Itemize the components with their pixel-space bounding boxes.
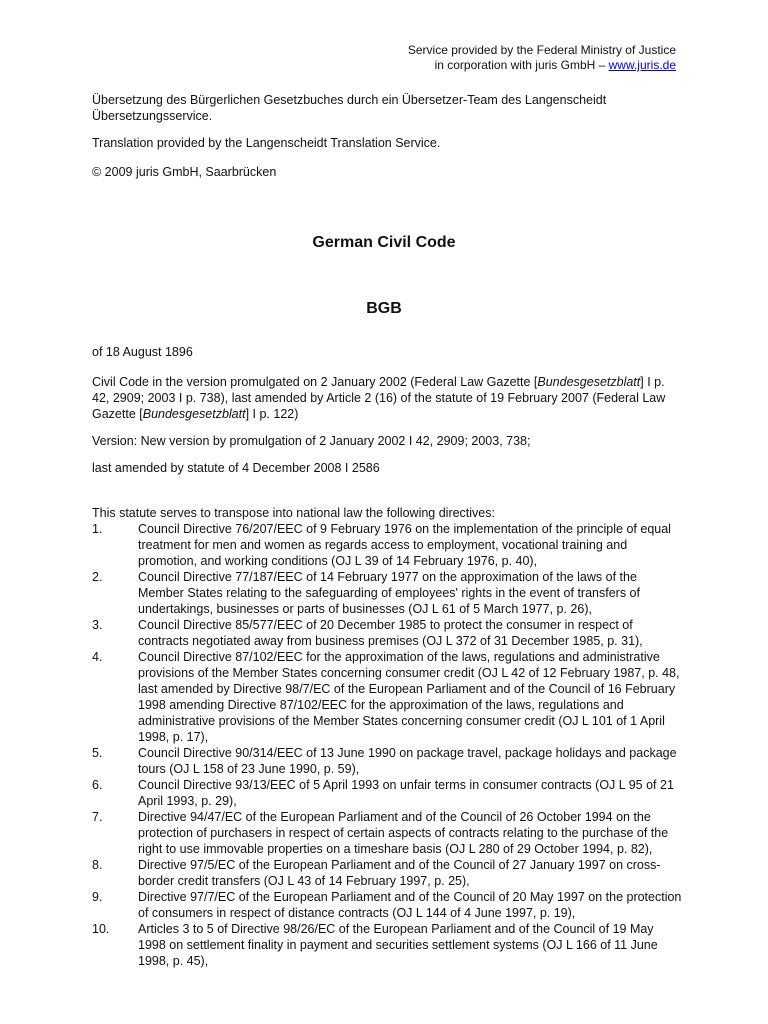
item-number: 10. (92, 922, 110, 936)
list-item (92, 857, 682, 889)
gazette-name-2: Bundesgesetzblatt (142, 407, 246, 421)
item-text: Directive 94/47/EC of the European Parliament and of the Council of 26 October 1994 on the protection of purchasers in respect of certain aspects of contracts relating to the purchase of the right to use immovable properties on a timeshare basis (OJ L 280 of 29 October 1994, p. 82), (138, 810, 669, 856)
item-number: 9. (92, 890, 103, 904)
item-number: 2. (92, 570, 103, 584)
corporation-text: in corporation with juris GmbH – (434, 58, 609, 72)
document-abbreviation: BGB (366, 300, 402, 317)
version-text-1: Civil Code in the version promulgated on 2 January 2002 (Federal Law Gazette [ (92, 375, 538, 389)
list-item (92, 777, 682, 809)
version-text-3: ] I p. 122) (245, 407, 299, 421)
list-item (92, 809, 682, 857)
german-note: Übersetzung des Bürgerlichen Gesetzbuches durch ein Übersetzer-Team des Langenscheidt Übersetzungsservice. (92, 93, 607, 123)
item-number: 5. (92, 746, 103, 760)
directives-list (92, 521, 682, 969)
list-item (92, 921, 682, 969)
directives-intro: This statute serves to transpose into national law the following directives: (92, 506, 495, 520)
enactment-date: of 18 August 1896 (92, 345, 193, 359)
service-line: Service provided by the Federal Ministry of Justice (407, 43, 676, 57)
copyright-note: © 2009 juris GmbH, Saarbrücken (92, 165, 277, 179)
item-text: Council Directive 77/187/EEC of 14 February 1977 on the approximation of the laws of the Member States relating to the safeguarding of employees' rights in the event of transfers of undertakings, businesses or parts of businesses (OJ L 61 of 5 March 1977, p. 26), (138, 570, 640, 616)
list-item (92, 521, 682, 569)
item-text: Council Directive 85/577/EEC of 20 December 1985 to protect the consumer in respect of contracts negotiated away from business premises (OJ L 372 of 31 December 1985, p. 31), (138, 618, 643, 648)
list-item (92, 889, 682, 921)
version-line: Version: New version by promulgation of 2 January 2002 I 42, 2909; 2003, 738; (92, 434, 531, 448)
item-text: Directive 97/5/EC of the European Parliament and of the Council of 27 January 1997 on cross-border credit transfers (OJ L 43 of 14 February 1997, p. 25), (138, 858, 661, 888)
item-text: Council Directive 76/207/EEC of 9 February 1976 on the implementation of the principle of equal treatment for men and women as regards access to employment, vocational training and promotion, and working conditions (OJ L 39 of 14 February 1976, p. 40), (138, 522, 671, 568)
gazette-name-1: Bundesgesetzblatt (537, 375, 641, 389)
item-number: 1. (92, 522, 103, 536)
item-number: 6. (92, 778, 103, 792)
item-number: 3. (92, 618, 103, 632)
list-item (92, 745, 682, 777)
amended-line: last amended by statute of 4 December 2008 I 2586 (92, 461, 380, 475)
item-text: Council Directive 93/13/EEC of 5 April 1993 on unfair terms in consumer contracts (OJ L 95 of 21 April 1993, p. 29), (138, 778, 674, 808)
item-number: 4. (92, 650, 103, 664)
document-title: German Civil Code (312, 234, 456, 251)
version-paragraph (92, 374, 682, 422)
version-text-2: ] I p. 42, 2909; 2003 I p. 738), last amended by Article 2 (16) of the statute of 19 February 2007 (Federal Law Gazette [ (92, 375, 666, 421)
item-text: Council Directive 90/314/EEC of 13 June 1990 on package travel, package holidays and package tours (OJ L 158 of 23 June 1990, p. 59), (138, 746, 677, 776)
translation-note: Translation provided by the Langenscheidt Translation Service. (92, 136, 441, 150)
list-item (92, 649, 682, 745)
list-item (92, 617, 682, 649)
item-number: 7. (92, 810, 103, 824)
item-number: 8. (92, 858, 103, 872)
item-text: Council Directive 87/102/EEC for the approximation of the laws, regulations and administrative provisions of the Member States concerning consumer credit (OJ L 42 of 12 February 1987, p. 48, last amended by Directive 98/7/EC of the European Parliament and of the Council of 16 February 1998 amending Directive 87/102/EEC for the approximation of the laws, regulations and administrative provisions of the Member States concerning consumer credit (OJ L 101 of 1 April 1998, p. 17), (138, 650, 680, 744)
juris-link[interactable]: www.juris.de (608, 58, 676, 72)
corporation-line (408, 58, 676, 73)
list-item (92, 569, 682, 617)
item-text: Directive 97/7/EC of the European Parliament and of the Council of 20 May 1997 on the protection of consumers in respect of distance contracts (OJ L 144 of 4 June 1997, p. 19), (138, 890, 682, 920)
service-header (408, 43, 676, 73)
directives-section (92, 505, 682, 969)
item-text: Articles 3 to 5 of Directive 98/26/EC of the European Parliament and of the Council of 19 May 1998 on settlement finality in payment and securities settlement systems (OJ L 166 of 11 June 1998, p. 45), (138, 922, 658, 968)
